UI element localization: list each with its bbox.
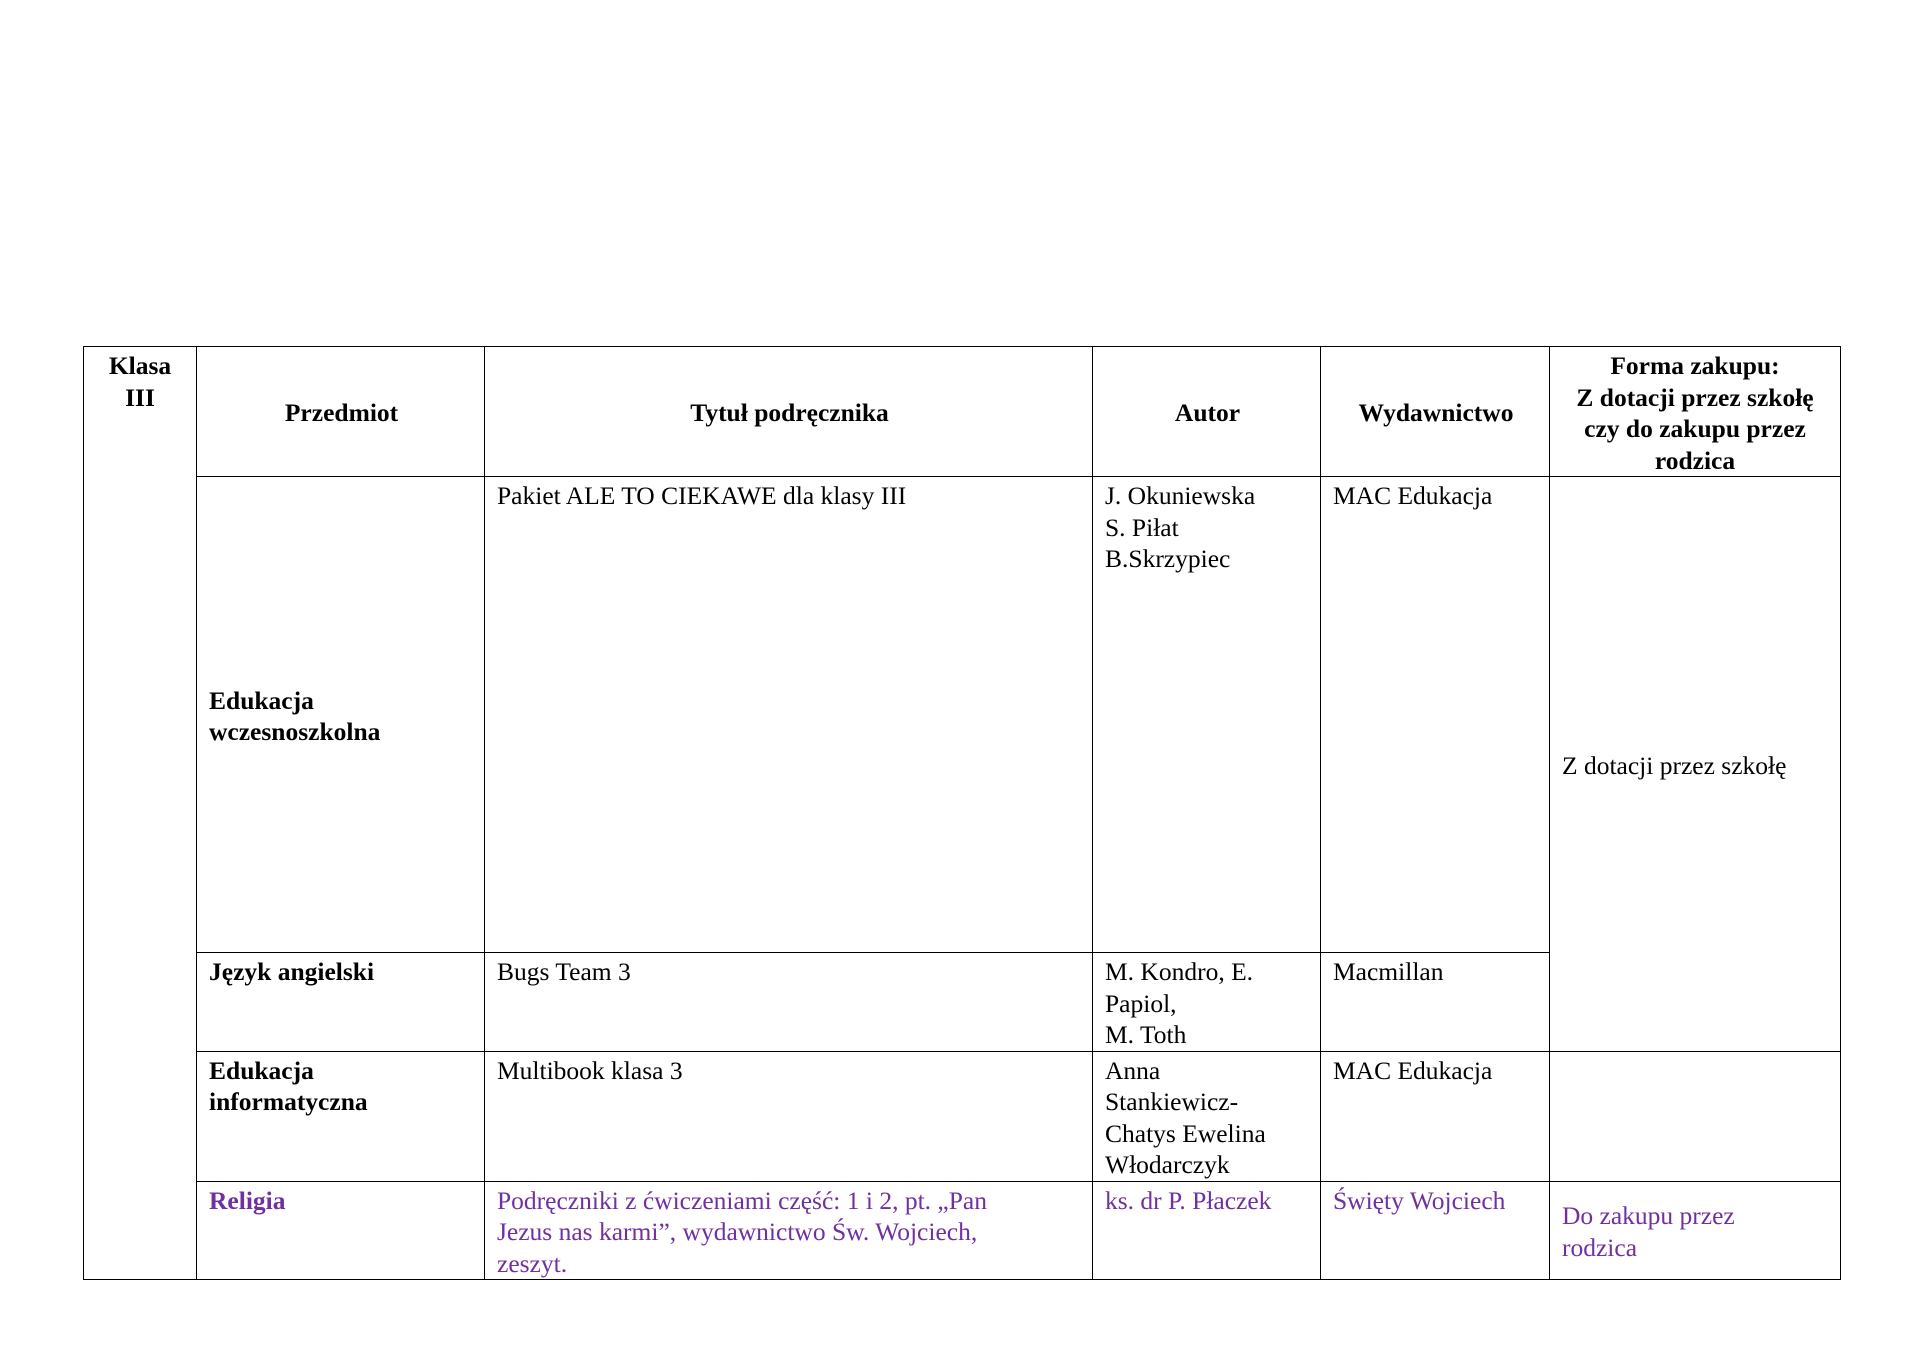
class-cell — [84, 347, 197, 1280]
subject-cell: Język angielski — [197, 953, 485, 1052]
class-number: III — [125, 382, 155, 412]
header-row — [84, 347, 1841, 477]
title-line: Jezus nas karmi”, wydawnictwo Św. Wojciech, — [497, 1217, 978, 1246]
title-cell: Multibook klasa 3 — [485, 1051, 1093, 1181]
header-purchase-line: Z dotacji przez szkołę — [1576, 382, 1814, 412]
author-cell — [1093, 477, 1321, 953]
subject-cell: Religia — [197, 1181, 485, 1280]
subject-line: informatyczna — [209, 1087, 368, 1116]
author-line: Stankiewicz- — [1105, 1087, 1239, 1116]
publisher-cell: MAC Edukacja — [1321, 477, 1550, 953]
textbook-table — [83, 346, 1841, 1280]
header-title: Tytuł podręcznika — [485, 347, 1093, 477]
author-line: M. Toth — [1105, 1020, 1187, 1049]
author-cell — [1093, 953, 1321, 1052]
class-label: Klasa — [108, 351, 172, 380]
author-line: J. Okuniewska — [1105, 481, 1256, 510]
publisher-cell: Święty Wojciech — [1321, 1181, 1550, 1280]
table-row-religia — [84, 1181, 1841, 1280]
header-purchase-line: rodzica — [1654, 445, 1736, 475]
title-cell: Bugs Team 3 — [485, 953, 1093, 1052]
publisher-cell: Macmillan — [1321, 953, 1550, 1052]
purchase-cell — [1550, 1051, 1841, 1181]
purchase-cell — [1550, 1181, 1841, 1280]
subject-cell — [197, 1051, 485, 1181]
table-row — [84, 1051, 1841, 1181]
title-line: Podręczniki z ćwiczeniami część: 1 i 2, pt. „Pan — [497, 1185, 987, 1215]
author-line: Chatys Ewelina — [1105, 1118, 1266, 1148]
title-cell — [485, 1181, 1093, 1280]
title-line: zeszyt. — [497, 1248, 568, 1278]
header-purchase-line: Forma zakupu: — [1610, 351, 1780, 380]
header-publisher: Wydawnictwo — [1321, 347, 1550, 477]
author-line: Papiol, — [1105, 988, 1177, 1018]
title-cell: Pakiet ALE TO CIEKAWE dla klasy III — [485, 477, 1093, 953]
author-line: B.Skrzypiec — [1105, 544, 1231, 573]
purchase-cell-shared: Z dotacji przez szkołę — [1550, 477, 1841, 1052]
header-subject: Przedmiot — [197, 347, 485, 477]
author-line: S. Piłat — [1105, 512, 1179, 542]
purchase-line: rodzica — [1562, 1232, 1638, 1262]
publisher-cell: MAC Edukacja — [1321, 1051, 1550, 1181]
header-purchase-line: czy do zakupu przez — [1584, 414, 1806, 443]
author-line: Włodarczyk — [1105, 1150, 1230, 1179]
table-row — [84, 477, 1841, 953]
header-author: Autor — [1093, 347, 1321, 477]
subject-line: Edukacja — [209, 685, 314, 715]
purchase-line: Do zakupu przez — [1562, 1201, 1735, 1231]
author-cell — [1093, 1051, 1321, 1181]
subject-line: Edukacja — [209, 1055, 314, 1085]
subject-line: wczesnoszkolna — [209, 717, 381, 746]
author-line: M. Kondro, E. — [1105, 957, 1254, 986]
header-purchase-form — [1550, 347, 1841, 477]
subject-cell — [197, 477, 485, 953]
author-line: Anna — [1105, 1055, 1161, 1085]
author-cell: ks. dr P. Płaczek — [1093, 1181, 1321, 1280]
